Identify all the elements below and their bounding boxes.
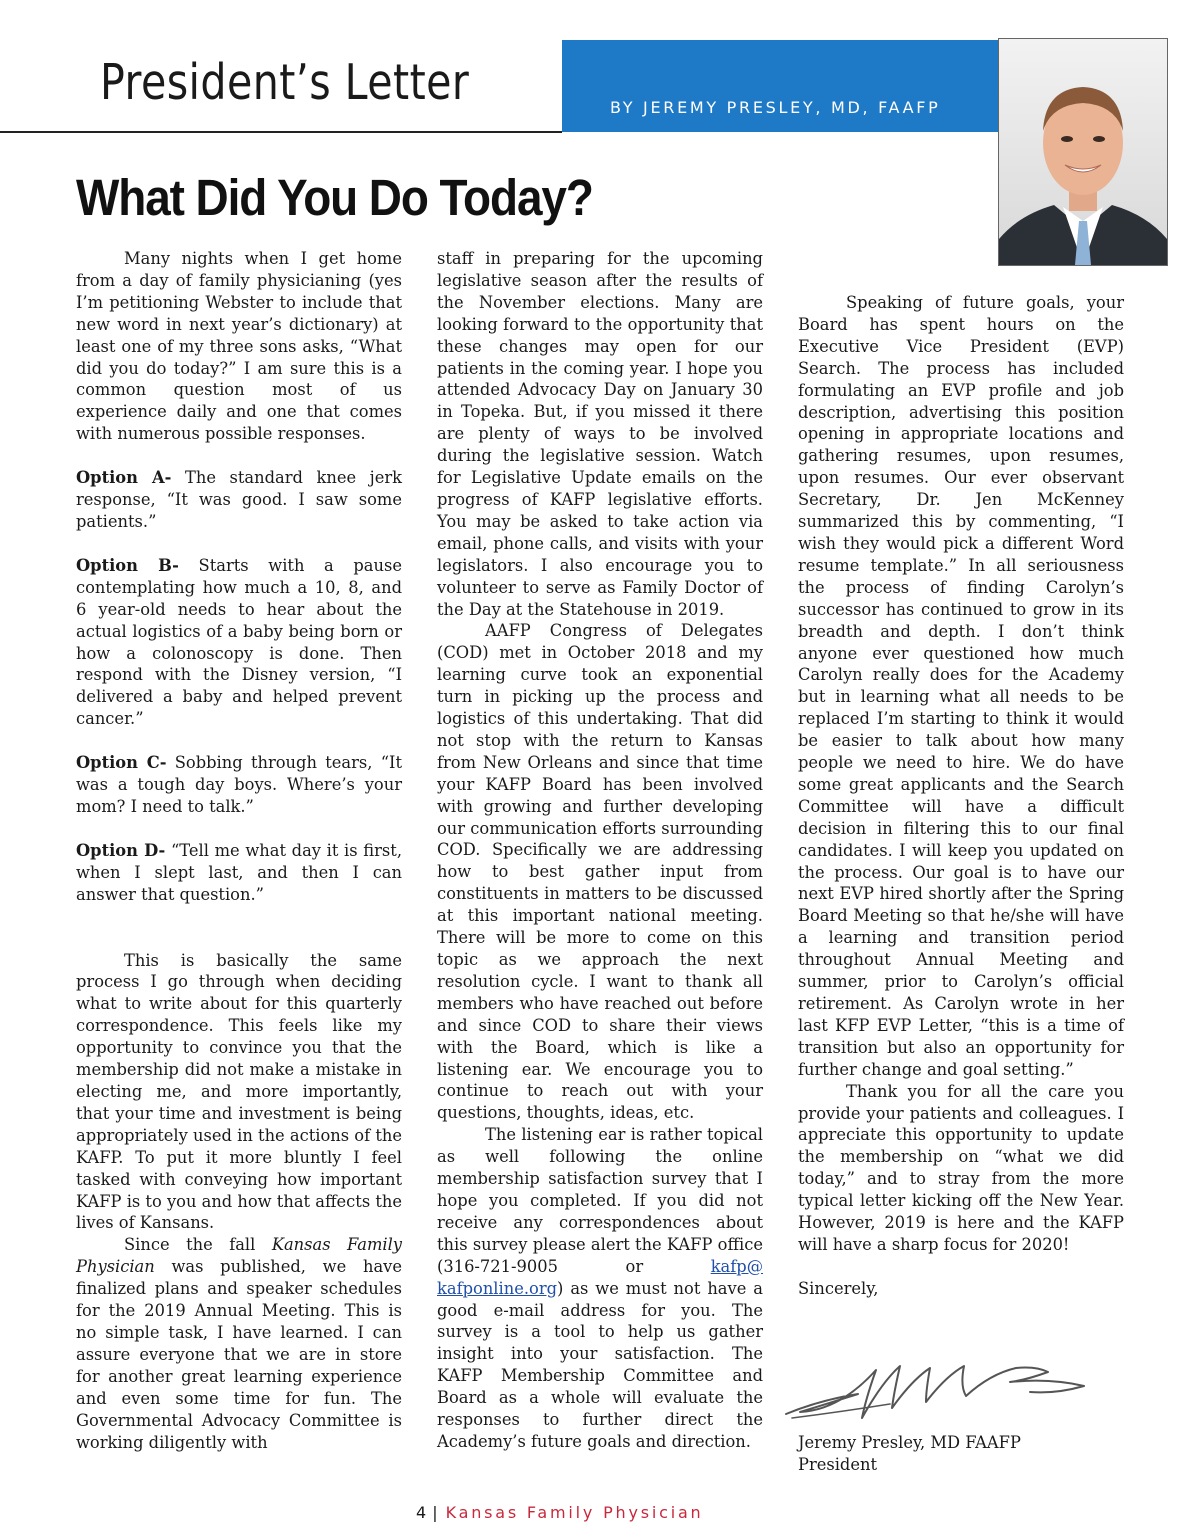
option-text: Starts with a pause contemplating how much a 10, 8, and 6 year-old needs to hear about the actual logistics of a baby being born or how a colonoscopy is done. Then respond with the Disney version, “I delivered a baby and helped prevent cancer.”	[76, 555, 402, 729]
paragraph: Many nights when I get home from a day of family physicianing (yes I’m petitioning Webster to include that new word in next year’s dictionary) at least one of my three sons asks, “What did you do today?” I am sure this is a common question most of us experience daily and one that comes with numerous possible responses.	[76, 249, 402, 444]
page-footer	[416, 1503, 704, 1522]
footer-separator: |	[432, 1503, 438, 1522]
signer-name: Jeremy Presley, MD FAAFP	[798, 1433, 1021, 1452]
article-column-1	[76, 248, 402, 1453]
signature	[780, 1352, 1100, 1436]
section-title: President’s Letter	[100, 54, 470, 111]
magazine-title-italic: Kansas Family Physician	[76, 1235, 402, 1277]
paragraph: staff in preparing for the upcoming legislative season after the results of the November elections. Many are looking forward to the opportunity that these changes may open for our patients in the coming year. I hope you attended Advocacy Day on January 30 in Topeka. But, if you missed it there are plenty of ways to be involved during the legislative session. Watch for Legislative Update emails on the progress of KAFP legislative efforts. You may be asked to take action via email, phone calls, and visits with your legislators. I also encourage you to volunteer to serve as Family Doctor of the Day at the Statehouse in 2019.	[437, 249, 763, 619]
article-headline: What Did You Do Today?	[76, 169, 593, 226]
text-run: Since the fall	[124, 1235, 272, 1255]
paragraph: Thank you for all the care you provide your patients and colleagues. I appreciate this opportunity to update the membership on “what we did today,” and to stray from the more typical letter kicking off the New Year. However, 2019 is here and the KAFP will have a sharp focus for 2020!	[798, 1081, 1124, 1254]
paragraph	[437, 1124, 763, 1453]
magazine-name: Kansas Family Physician	[445, 1503, 704, 1522]
paragraph	[76, 1234, 402, 1453]
option-label: Option C-	[76, 753, 167, 773]
header-rule	[0, 131, 562, 133]
text-run: was published, we have finalized plans and speaker schedules for the 2019 Annual Meeting. This is no simple task, I have learned. I can assure everyone that we are in store for another great learning experience and even some time for fun. The Governmental Advocacy Committee is working diligently with	[76, 1257, 402, 1452]
option-d	[76, 840, 402, 906]
option-c	[76, 752, 402, 818]
option-text: Sobbing through tears, “It was a tough day boys. Where’s your mom? I need to talk.”	[76, 753, 403, 816]
byline: BY JEREMY PRESLEY, MD, FAAFP	[610, 98, 941, 117]
text-run: ) as we must not have a good e-mail address for you. The survey is a tool to help us gather insight into your satisfaction. The KAFP Membership Committee and Board as a whole will evaluate the responses to further direct the Academy’s future goals and direction.	[437, 1278, 763, 1451]
option-text: The standard knee jerk response, “It was good. I saw some patients.”	[76, 468, 403, 531]
option-text: “Tell me what day it is first, when I slept last, and then I can answer that question.”	[76, 840, 402, 904]
paragraph: This is basically the same process I go through when deciding what to write about for this quarterly correspondence. This feels like my opportunity to convince you that the membership did not make a mistake in electing me, and more importantly, that your time and investment is being appropriately used in the actions of the KAFP. To put it more bluntly I feel tasked with conveying how important KAFP is to you and how that affects the lives of Kansans.	[76, 950, 403, 1233]
author-portrait	[998, 38, 1168, 266]
email-link[interactable]: kafp@ kafponline.org	[437, 1256, 763, 1298]
option-label: Option D-	[76, 840, 166, 860]
text-run: The listening ear is rather topical as well following the online membership satisfaction survey that I hope you completed. If you did not receive any correspondences about this survey please alert the KAFP office (316-721-9005 or	[437, 1125, 763, 1276]
page-number: 4	[416, 1503, 427, 1522]
signer-title: President	[798, 1455, 878, 1474]
paragraph: AAFP Congress of Delegates (COD) met in October 2018 and my learning curve took an exponential turn in picking up the process and logistics of this undertaking. That did not stop with the return to Kansas from New Orleans and since that time your KAFP Board has been involved with growing and further developing our communication efforts surrounding COD. Specifically we are addressing how to best gather input from constituents in matters to be discussed at this important national meeting. There will be more to come on this topic as we approach the next resolution cycle. I want to thank all members who have reached out before and since COD to share their views with the Board, which is like a listening ear. We encourage you to continue to reach out with your questions, thoughts, ideas, etc.	[437, 621, 763, 1123]
article-column-3	[798, 292, 1124, 1300]
closing: Sincerely,	[798, 1278, 879, 1298]
article-column-2	[437, 248, 763, 1453]
option-label: Option A-	[76, 468, 172, 488]
byline-bar	[562, 40, 1000, 132]
option-b	[76, 555, 402, 730]
option-a	[76, 467, 402, 533]
option-label: Option B-	[76, 555, 179, 575]
paragraph: Speaking of future goals, your Board has spent hours on the Executive Vice President (EVP) Search. The process has included formulating an EVP profile and job description, advertising this position opening in appropriate locations and gathering resumes, upon resumes, upon resumes. Our ever observant Secretary, Dr. Jen McKenney summarized this by commenting, “I wish they would pick a different Word resume template.” In all seriousness the process of finding Carolyn’s successor has continued to grow in its breadth and depth. I don’t think anyone ever questioned how much Carolyn really does for the Academy but in learning what all needs to be replaced I’m starting to think it would be easier to talk about how many people we need to hire. We do have some great applicants and the Search Committee will have a difficult decision in filtering this to our final candidates. I will keep you updated on the process. Our goal is to have our next EVP hired shortly after the Spring Board Meeting so that he/she will have a learning and transition period throughout Annual Meeting and summer, prior to Carolyn’s official retirement. As Carolyn wrote in her last KFP EVP Letter, “this is a time of transition but also an opportunity for further change and goal setting.”	[798, 293, 1124, 1079]
